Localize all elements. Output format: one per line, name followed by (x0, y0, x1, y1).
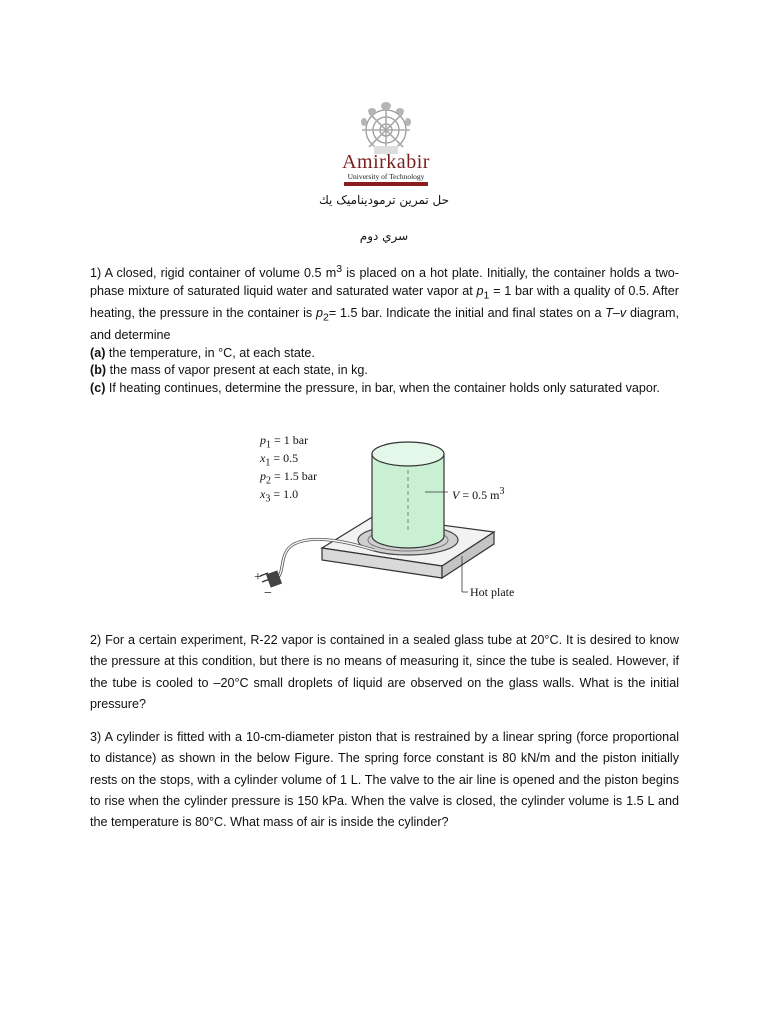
minus-sign: − (264, 586, 272, 601)
question-2 (90, 630, 679, 715)
logo-subtitle: University of Technology (347, 172, 425, 181)
question-1-text: 1) A closed, rigid container of volume 0.5 $m^3$ is placed on a hot plate. Initially, the container holds a two-phase mixture of saturated liquid water and saturated water vapor at $p_1 = 1$ bar with a quality of 0.5. After heating, the pressure in the container is $p_2= 1.5$ bar. Indicate the initial and final states on a T–v diagram, and determine (90, 263, 680, 342)
x1-label: $x_1 = 0.5$ (260, 451, 299, 469)
question-1 (90, 261, 679, 397)
plus-sign: + (254, 570, 262, 585)
emblem-icon (350, 100, 422, 154)
hot-plate-figure (250, 430, 530, 610)
logo-band (344, 182, 428, 186)
question-1-part-c: (c) If heating continues, determine the pressure, in bar, when the container holds only saturated vapor. (90, 380, 660, 395)
university-logo (334, 100, 438, 196)
question-3-text: 3) A cylinder is fitted with a 10-cm-diameter piston that is restrained by a linear spring (force proportional to distance) as shown in the below Figure. The spring force constant is 80 kN/m and the piston initially rests on the stops, with a cylinder volume of 1 L. The valve to the air line is opened and the piston begins to rise when the cylinder pressure is 150 kPa. When the valve is closed, the cylinder volume is 1.5 L and the temperature is 80°C. What mass of air is inside the cylinder? (90, 730, 679, 830)
volume-label: V = 0.5 $m^3$ (452, 486, 505, 502)
question-2-text: 2) For a certain experiment, R-22 vapor is contained in a sealed glass tube at 20°C. It is desired to know the pressure at this condition, but there is no means of measuring it, since the tube is sealed. However, if the tube is cooled to –20°C small droplets of liquid are observed on the glass walls. What is the initial pressure? (90, 633, 679, 711)
course-title: حل تمرين ترموديناميک يك (318, 193, 450, 207)
hot-plate-label: Hot plate (470, 585, 515, 599)
p2-label: $p_2 = 1.5$ bar (260, 469, 318, 487)
x3-label: $x_3 = 1.0$ (260, 487, 299, 505)
logo-name: Amirkabir (342, 151, 430, 173)
p1-label: $p_1 = 1$ bar (260, 433, 309, 451)
series-title: سري دوم (359, 229, 409, 243)
question-1-part-b: (b) the mass of vapor present at each state, in kg. (90, 363, 368, 378)
question-1-part-a: (a) the temperature, in °C, at each state. (90, 345, 315, 360)
question-3 (90, 727, 679, 833)
